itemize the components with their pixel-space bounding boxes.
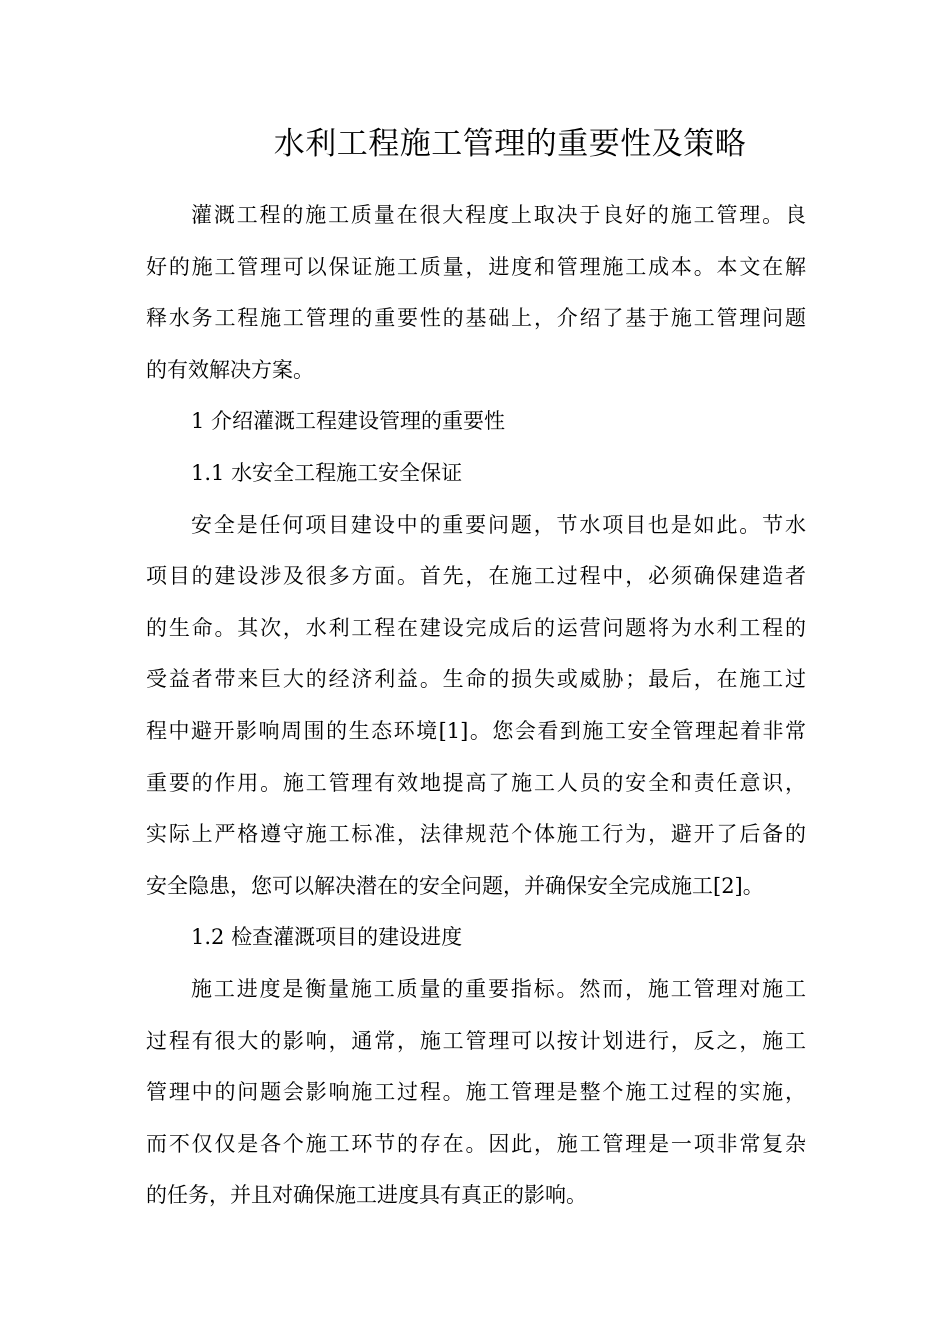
paragraph-intro (146, 190, 806, 396)
text-line: 而不仅仅是各个施工环节的存在。因此，施工管理是一项非常复杂 (146, 1131, 806, 1156)
section-heading: 1 介绍灌溉工程建设管理的重要性 (191, 409, 506, 434)
text-line: 的生命。其次，水利工程在建设完成后的运营问题将为水利工程的 (146, 615, 806, 640)
text-line: 释水务工程施工管理的重要性的基础上，介绍了基于施工管理问题 (146, 306, 806, 331)
subsection-heading: 1.1 水安全工程施工安全保证 (191, 460, 463, 485)
text-line: 灌溉工程的施工质量在很大程度上取决于良好的施工管理。良 (191, 203, 806, 227)
document-body (146, 190, 806, 1222)
text-line: 项目的建设涉及很多方面。首先，在施工过程中，必须确保建造者 (146, 564, 806, 589)
paragraph-safety (146, 500, 806, 913)
text-line: 管理中的问题会影响施工过程。施工管理是整个施工过程的实施， (146, 1080, 806, 1105)
text-line: 安全是任何项目建设中的重要问题，节水项目也是如此。节水 (191, 512, 806, 537)
text-line: 的有效解决方案。 (146, 357, 314, 382)
text-line: 实际上严格遵守施工标准，法律规范个体施工行为，避开了后备的 (146, 822, 806, 847)
text-line: 好的施工管理可以保证施工质量，进度和管理施工成本。本文在解 (146, 254, 806, 279)
document-title: 水利工程施工管理的重要性及策略 (273, 126, 747, 162)
text-line: 安全隐患，您可以解决潜在的安全问题，并确保安全完成施工[2]。 (146, 873, 764, 898)
paragraph-progress (146, 964, 806, 1222)
text-line: 重要的作用。施工管理有效地提高了施工人员的安全和责任意识， (146, 770, 806, 795)
text-line: 施工进度是衡量施工质量的重要指标。然而，施工管理对施工 (191, 976, 806, 1001)
text-line: 的任务，并且对确保施工进度具有真正的影响。 (146, 1183, 587, 1208)
subsection-heading: 1.2 检查灌溉项目的建设进度 (191, 925, 463, 950)
text-line: 受益者带来巨大的经济利益。生命的损失或威胁；最后，在施工过 (146, 667, 806, 692)
text-line: 程中避开影响周围的生态环境[1]。您会看到施工安全管理起着非常 (146, 718, 806, 743)
text-line: 过程有很大的影响，通常，施工管理可以按计划进行，反之，施工 (146, 1028, 806, 1053)
